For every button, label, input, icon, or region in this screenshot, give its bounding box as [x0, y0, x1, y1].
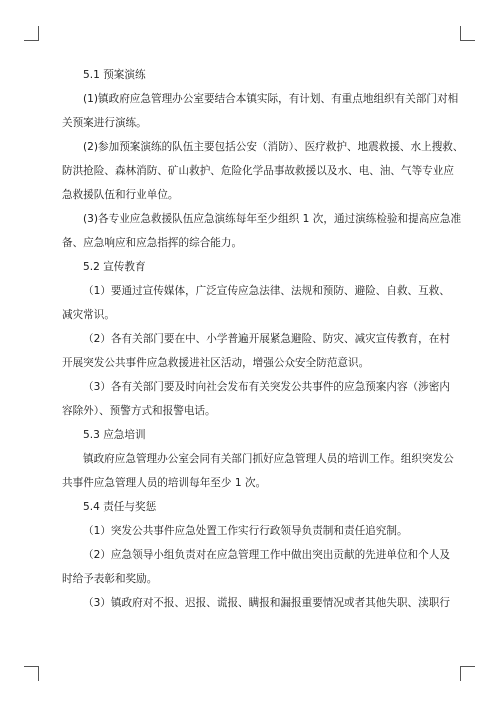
paragraph-line: 镇政府应急管理办公室会同有关部门抓好应急管理人员的培训工作。组织突发公	[83, 453, 454, 465]
paragraph-line: (1)镇政府应急管理办公室要结合本镇实际，有计划、有重点地组织有关部门对相	[83, 93, 459, 105]
paragraph-line: 时给予表彰和奖励。	[62, 573, 158, 585]
crop-mark-bottom-right	[460, 666, 475, 681]
paragraph-line: （1）要通过宣传媒体，广泛宣传应急法律、法规和预防、避险、自救、互救、	[83, 285, 450, 297]
paragraph-line: 容除外）、预警方式和报警电话。	[62, 405, 216, 417]
section-heading-5-2: 5.2 宣传教育	[83, 261, 146, 273]
paragraph-line: （1）突发公共事件应急处置工作实行行政领导负责制和责任追究制。	[83, 525, 408, 537]
paragraph-line: 急救援队伍和行业单位。	[62, 189, 179, 201]
section-heading-5-4: 5.4 责任与奖惩	[83, 501, 157, 513]
paragraph-line: 共事件应急管理人员的培训每年至少 1 次。	[62, 477, 267, 489]
crop-mark-top-left	[24, 26, 39, 41]
section-heading-5-3: 5.3 应急培训	[83, 429, 146, 441]
paragraph-line: (2)参加预案演练的队伍主要包括公安（消防）、医疗救护、地震救援、水上搜救、	[83, 141, 464, 153]
paragraph-line: (3)各专业应急救援队伍应急演练每年至少组织 1 次，通过演练检验和提高应急准	[83, 213, 462, 225]
paragraph-line: 减灾常识。	[62, 309, 115, 321]
paragraph-line: （2）应急领导小组负责对在应急管理工作中做出突出贡献的先进单位和个人及	[83, 549, 450, 561]
paragraph-line: 开展突发公共事件应急救援进社区活动，增强公众安全防范意识。	[62, 357, 370, 369]
section-heading-5-1: 5.1 预案演练	[83, 69, 146, 81]
paragraph-line: （2）各有关部门要在中、小学普遍开展紧急避险、防灾、减灾宣传教育，在村	[83, 333, 450, 345]
document-body	[62, 63, 464, 615]
paragraph-line: 防洪抢险、森林消防、矿山救护、危险化学品事故救援以及水、电、油、气等专业应	[62, 165, 454, 177]
paragraph-line: 关预案进行演练。	[62, 117, 147, 129]
paragraph-line: （3）各有关部门要及时向社会发布有关突发公共事件的应急预案内容（涉密内	[83, 381, 450, 393]
paragraph-line: 备、应急响应和应急指挥的综合能力。	[62, 237, 243, 249]
crop-mark-top-right	[460, 26, 475, 41]
crop-mark-bottom-left	[24, 666, 39, 681]
paragraph-line: （3）镇政府对不报、迟报、谎报、瞒报和漏报重要情况或者其他失职、渎职行	[83, 597, 450, 609]
